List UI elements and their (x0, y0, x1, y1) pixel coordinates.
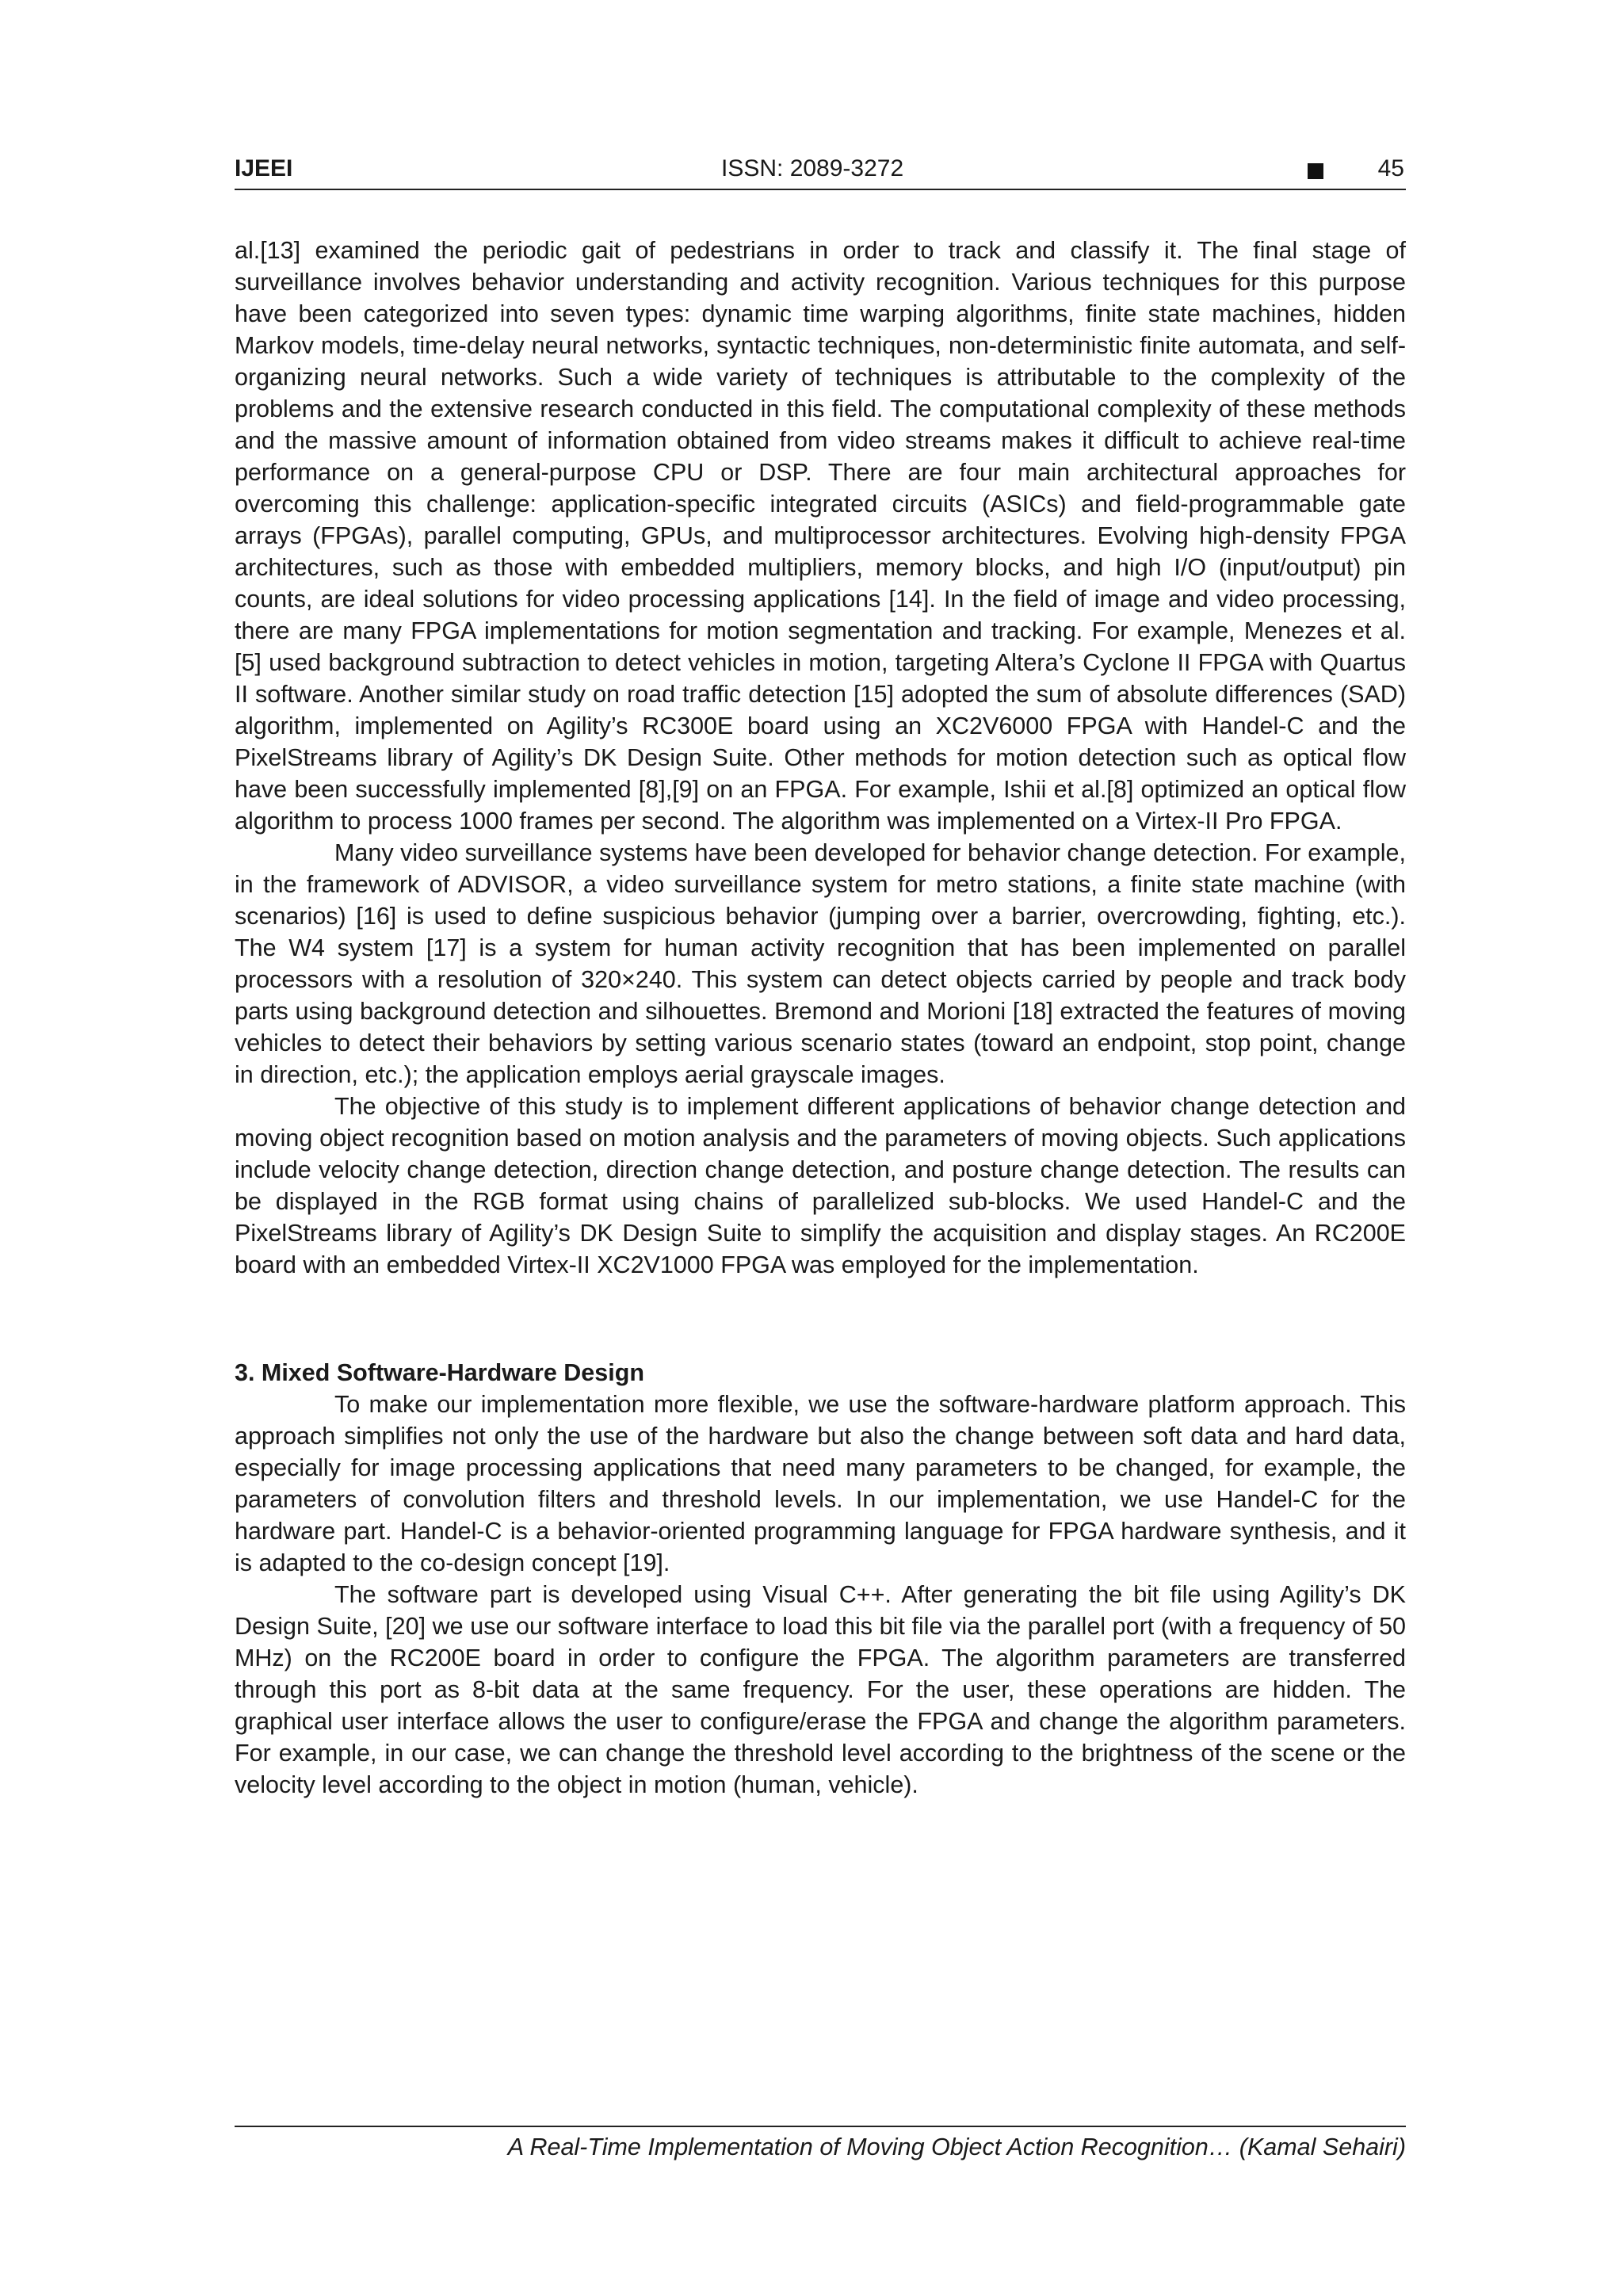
paragraph-2: Many video surveillance systems have been developed for behavior change detection. For example, in the framework of ADVISOR, a video surveillance system for metro stations, a finite state machine (with scenarios) [16] is used to define suspicious behavior (jumping over a barrier, overcrowding, fighting, etc.). The W4 system [17] is a system for human activity recognition that has been implemented on parallel processors with a resolution of 320×240. This system can detect objects carried by people and track body parts using background detection and silhouettes. Bremond and Morioni [18] extracted the features of moving vehicles to detect their behaviors by setting various scenario states (toward an endpoint, stop point, change in direction, etc.); the application employs aerial grayscale images. (235, 839, 1406, 1088)
page-header (235, 152, 1406, 190)
paragraph-3: The objective of this study is to implement different applications of behavior change detection and moving object recognition based on motion analysis and the parameters of moving objects. Such applications include velocity change detection, direction change detection, and posture change detection. The results can be displayed in the RGB format using chains of parallelized sub-blocks. We used Handel-C and the PixelStreams library of Agility’s DK Design Suite to simplify the acquisition and display stages. An RC200E board with an embedded Virtex-II XC2V1000 FPGA was employed for the implementation. (235, 1093, 1406, 1278)
section-paragraph-2: The software part is developed using Visual C++. After generating the bit file using Agility’s DK Design Suite, [20] we use our software interface to load this bit file via the parallel port (with a frequency of 50 MHz) on the RC200E board in order to configure the FPGA. The algorithm parameters are transferred through this port as 8-bit data at the same frequency. For the user, these operations are hidden. The graphical user interface allows the user to configure/erase the FPGA and change the algorithm parameters. For example, in our case, we can change the threshold level according to the brightness of the scene or the velocity level according to the object in motion (human, vehicle). (235, 1581, 1406, 1798)
page-footer (235, 2126, 1406, 2161)
paragraph-1: al.[13] examined the periodic gait of pedestrians in order to track and classify it. The final stage of surveillance involves behavior understanding and activity recognition. Various techniques for this purpose have been categorized into seven types: dynamic time warping algorithms, finite state machines, hidden Markov models, time-delay neural networks, syntactic techniques, non-deterministic finite automata, and self-organizing neural networks. Such a wide variety of techniques is attributable to the complexity of the problems and the extensive research conducted in this field. The computational complexity of these methods and the massive amount of information obtained from video streams makes it difficult to achieve real-time performance on a general-purpose CPU or DSP. There are four main architectural approaches for overcoming this challenge: application-specific integrated circuits (ASICs) and field-programmable gate arrays (FPGAs), parallel computing, GPUs, and multiprocessor architectures. Evolving high-density FPGA architectures, such as those with embedded multipliers, memory blocks, and high I/O (input/output) pin counts, are ideal solutions for video processing applications [14]. In the field of image and video processing, there are many FPGA implementations for motion segmentation and tracking. For example, Menezes et al. [5] used background subtraction to detect vehicles in motion, targeting Altera’s Cyclone II FPGA with Quartus II software. Another similar study on road traffic detection [15] adopted the sum of absolute differences (SAD) algorithm, implemented on Agility’s RC300E board using an XC2V6000 FPGA with Handel-C and the PixelStreams library of Agility’s DK Design Suite. Other methods for motion detection such as optical flow have been successfully implemented [8],[9] on an FPGA. For example, Ishii et al.[8] optimized an optical flow algorithm to process 1000 frames per second. The algorithm was implemented on a Virtex-II Pro FPGA. (235, 237, 1406, 835)
section-heading: 3. Mixed Software-Hardware Design (235, 1359, 644, 1386)
running-title: A Real-Time Implementation of Moving Object Action Recognition… (Kamal Sehairi) (507, 2134, 1406, 2160)
page (235, 0, 1406, 2296)
square-bullet-icon (1308, 163, 1323, 179)
page-number: 45 (1377, 155, 1404, 181)
section-paragraph-1: To make our implementation more flexible, we use the software-hardware platform approach. This approach simplifies not only the use of the hardware but also the change between soft data and hard data, especially for image processing applications that need many parameters to be changed, for example, the parameters of convolution filters and threshold levels. In our implementation, we use Handel-C for the hardware part. Handel-C is a behavior-oriented programming language for FPGA hardware synthesis, and it is adapted to the co-design concept [19]. (235, 1391, 1406, 1576)
issn: ISSN: 2089-3272 (721, 155, 904, 181)
body-text (235, 235, 1406, 1801)
journal-name: IJEEI (235, 155, 293, 181)
